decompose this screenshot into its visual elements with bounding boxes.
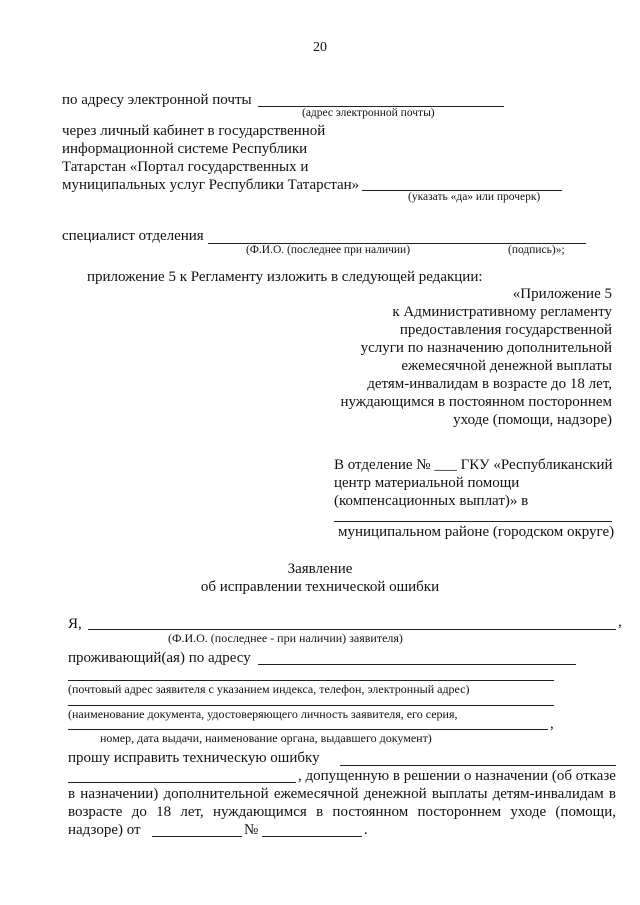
- appendix-header-line-6: детям-инвалидам в возрасте до 18 лет,: [367, 376, 612, 392]
- email-label: по адресу электронной почты: [62, 92, 252, 108]
- fio-comma: ,: [618, 614, 622, 630]
- addressee-line-2: центр материальной помощи: [334, 475, 520, 491]
- page-number: 20: [313, 40, 327, 55]
- paragraph-line-2: в назначении) дополнительной ежемесячной денежной выплаты детям-инвалидам в: [68, 786, 616, 802]
- cabinet-line-2: информационной системе Республики: [62, 141, 308, 157]
- paragraph-line-3: возрасте до 18 лет, нуждающимся в постоянном постороннем уходе (помощи,: [68, 804, 616, 820]
- address-field-line: [68, 680, 554, 681]
- addressee-district: муниципальном районе (городском округе): [338, 524, 615, 540]
- residence-label: проживающий(ая) по адресу: [68, 650, 251, 666]
- appendix-header-line-8: уходе (помощи, надзоре): [453, 412, 612, 428]
- fio-field-line: [88, 629, 616, 630]
- cabinet-line-3: Татарстан «Портал государственных и: [62, 159, 309, 175]
- document-field-line: [68, 705, 554, 706]
- addressee-line-1: В отделение № ___ ГКУ «Республиканский: [334, 457, 613, 473]
- document-comma: ,: [550, 716, 554, 732]
- email-hint: (адрес электронной почты): [302, 107, 435, 119]
- document-hint-2: номер, дата выдачи, наименование органа, выдавшего документ): [100, 731, 432, 745]
- paragraph-line-1: , допущенную в решении о назначении (об отказе: [298, 768, 616, 784]
- number-sign: №: [244, 822, 259, 838]
- specialist-fio-hint: (Ф.И.О. (последнее при наличии): [246, 244, 411, 256]
- address-hint: (почтовый адрес заявителя с указанием индекса, телефон, электронный адрес): [68, 682, 470, 696]
- paragraph-end-dot: .: [364, 822, 368, 838]
- appendix-header-line-7: нуждающимся в постоянном постороннем: [340, 394, 612, 410]
- specialist-sign-hint: (подпись)»;: [508, 244, 565, 256]
- paragraph-line-4-start: надзоре) от: [68, 822, 141, 838]
- document-hint: (наименование документа, удостоверяющего личность заявителя, его серия,: [68, 707, 458, 721]
- residence-field-line: [258, 664, 576, 665]
- cabinet-line-4: муниципальных услуг Республики Татарстан»: [62, 177, 360, 193]
- appendix-header-line-5: ежемесячной денежной выплаты: [401, 358, 612, 374]
- cabinet-hint: (указать «да» или прочерк): [408, 191, 541, 203]
- addressee-line-3: (компенсационных выплат)» в: [334, 493, 529, 509]
- document-subtitle: об исправлении технической ошибки: [200, 579, 440, 595]
- addressee-district-underline: [334, 521, 612, 522]
- document-title: Заявление: [287, 561, 353, 577]
- number-field-line: [262, 836, 362, 837]
- specialist-label: специалист отделения: [62, 228, 204, 244]
- cabinet-line-1: через личный кабинет в государственной: [62, 123, 326, 139]
- request-field-line: [340, 765, 616, 766]
- appendix-header-line-4: услуги по назначению дополнительной: [360, 340, 612, 356]
- date-field-line: [152, 836, 242, 837]
- appendix-header-line-1: «Приложение 5: [512, 286, 612, 302]
- request-label: прошу исправить техническую ошибку: [68, 750, 320, 766]
- appendix-header-line-3: предоставления государственной: [399, 322, 612, 338]
- amendment-line: приложение 5 к Регламенту изложить в следующей редакции:: [87, 269, 483, 285]
- appendix-header-line-2: к Административному регламенту: [392, 304, 612, 320]
- request-field-line-2: [68, 782, 296, 783]
- fio-hint: (Ф.И.О. (последнее - при наличии) заявителя): [168, 631, 403, 645]
- ya-label: Я,: [68, 616, 82, 632]
- document-field-line-2: [68, 729, 548, 730]
